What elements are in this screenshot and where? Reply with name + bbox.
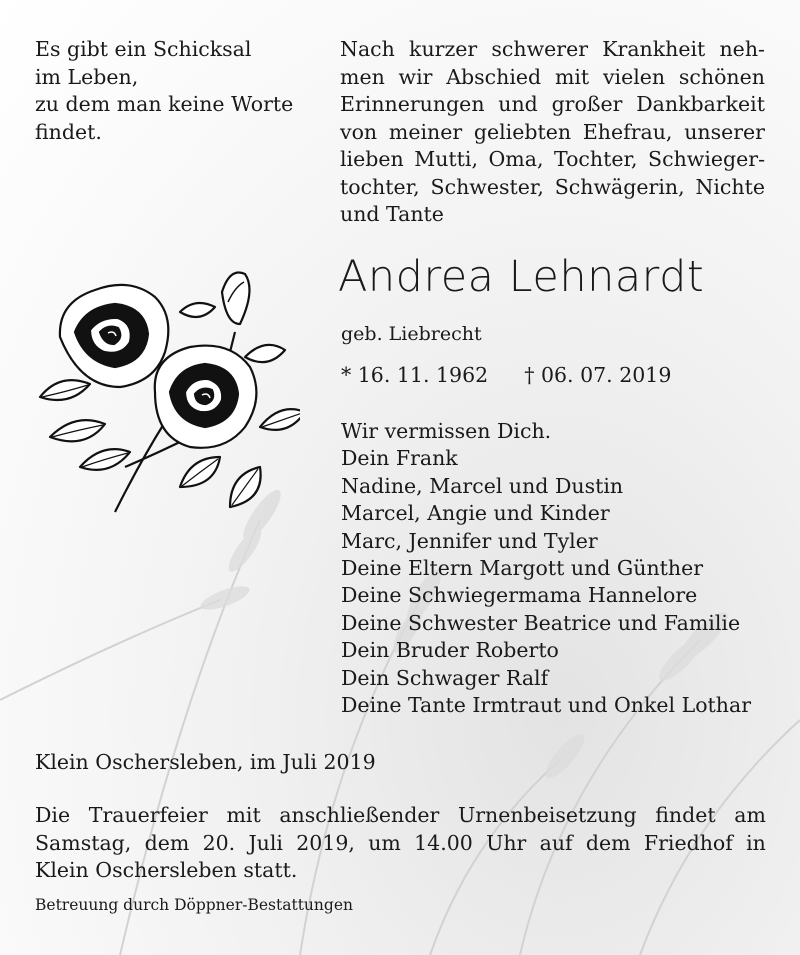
word: vielen [602,64,666,89]
birth-name: geb. Liebrecht [341,323,482,345]
intro-line [340,36,765,64]
mourners-list [341,418,751,719]
mourner-line: Dein Schwager Ralf [341,665,549,690]
word: tochter, [340,174,420,199]
word: Juli [248,830,283,855]
word: lieben [340,147,404,171]
motto-verse [35,36,295,146]
word: auf [539,830,573,855]
word: Uhr [486,830,527,855]
word: großer [551,92,623,116]
intro-line: und Tante [340,202,444,226]
word: Dankbarkeit [636,92,765,116]
mourner-line: Nadine, Marcel und Dustin [341,473,624,498]
word: in [746,830,766,855]
word: dem [585,830,631,855]
word: Nichte [695,174,765,199]
word: schwerer [491,37,589,61]
mourner-line: Dein Bruder Roberto [341,638,559,663]
life-dates [341,363,671,387]
mourner-line: Dein Frank [341,446,458,471]
rose-bouquet-icon [30,262,300,532]
word: 20. [202,830,236,855]
word: Die [35,803,71,827]
death-date: † 06. 07. 2019 [524,363,672,387]
word: meiner [388,119,463,144]
word: von [340,119,378,144]
birth-date: * 16. 11. 1962 [341,363,489,387]
word: schönen [678,64,765,89]
motto-line: findet. [35,119,102,144]
mourner-line: Deine Schwiegermama Hannelore [341,583,698,608]
word: 2019, [296,830,355,855]
word: Tochter, [553,147,638,171]
word: am [734,803,766,827]
word: dem [144,830,190,855]
motto-line: Es gibt ein Schicksal [35,37,252,61]
word: Schwägerin, [554,174,685,199]
intro-line [340,119,765,147]
word: findet [655,803,716,827]
deceased-name: Andrea Lehnardt [338,252,705,302]
word: Friedhof [643,830,733,855]
mourner-line: Deine Tante Irmtraut und Onkel Lothar [341,693,752,718]
word: Mutti, [414,147,478,171]
word: Urnenbeisetzung [457,803,637,827]
mourner-line: Marcel, Angie und Kinder [341,501,610,526]
intro-line [340,64,765,92]
word: men [340,64,385,89]
intro-text [340,36,765,229]
word: mit [554,64,590,89]
word: unserer [684,119,765,144]
word: neh- [719,37,765,61]
word: Abschied [446,64,542,89]
intro-line [340,174,765,202]
funeral-info [35,802,766,885]
intro-line [340,91,765,119]
mourner-line: Marc, Jennifer und Tyler [341,528,598,553]
word: Schwester, [430,174,544,199]
place-date: Klein Oschersleben, im Juli 2019 [35,750,376,774]
word: Trauerfeier [88,803,208,827]
word: geliebten [473,119,572,144]
motto-line: im Leben, [35,64,139,89]
mourner-line: Wir vermissen Dich. [341,419,552,443]
word: wir [398,64,433,89]
motto-line: zu dem man keine Worte [35,92,294,116]
word: 14.00 [414,830,473,855]
word: Nach [340,37,395,61]
undertaker-credit: Betreuung durch Döppner-Bestattungen [35,896,353,914]
word: Ehefrau, [582,119,673,144]
word: und [498,92,538,116]
funeral-line [35,830,766,858]
mourner-line: Deine Eltern Margott und Günther [341,556,704,581]
funeral-line [35,802,766,830]
word: Erinnerungen [340,92,485,116]
word: um [368,830,401,855]
word: mit [226,803,261,827]
word: Schwieger- [648,147,765,171]
intro-line [340,146,765,174]
word: kurzer [409,37,478,61]
mourner-line: Deine Schwester Beatrice und Familie [341,610,741,635]
word: Krankheit [602,37,706,61]
word: Samstag, [35,830,132,855]
word: anschließender [279,803,440,827]
word: Oma, [488,147,544,171]
funeral-line: Klein Oschersleben statt. [35,858,298,882]
